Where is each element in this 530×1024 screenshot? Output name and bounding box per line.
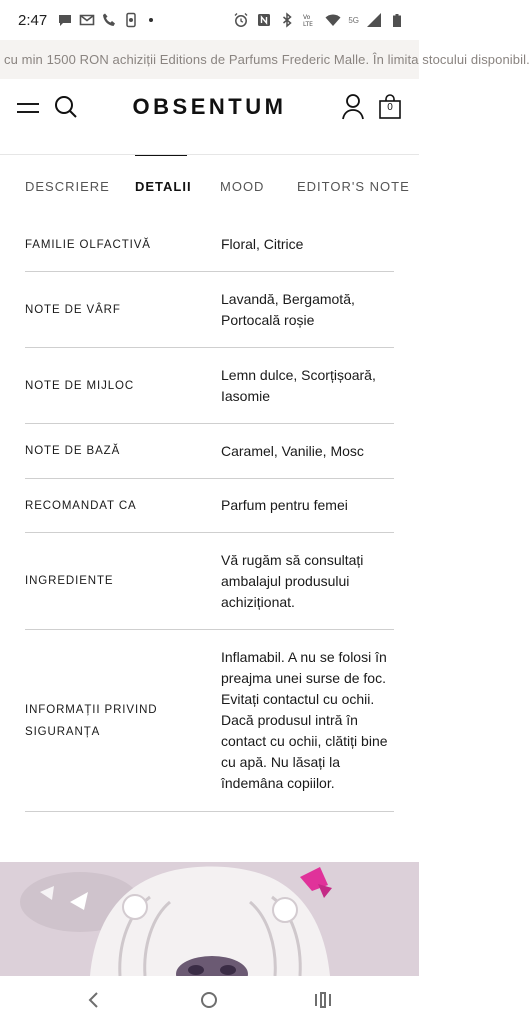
- details-value: Caramel, Vanilie, Mosc: [221, 442, 364, 459]
- network-type-label: 5G: [348, 15, 359, 25]
- bluetooth-icon: [279, 12, 295, 28]
- status-notification-icons: [57, 12, 153, 28]
- status-time: 2:47: [18, 11, 48, 29]
- status-system-icons: [233, 12, 405, 28]
- details-label: INFORMAȚII PRIVIND SIGURANȚA: [25, 703, 158, 738]
- details-label: RECOMANDAT CA: [25, 499, 137, 512]
- gmail-icon: [79, 12, 95, 28]
- device-sync-icon: [123, 12, 139, 28]
- details-label: NOTE DE VÂRF: [25, 303, 121, 316]
- details-row: [25, 533, 394, 630]
- details-row: [25, 424, 394, 479]
- tab-mood[interactable]: MOOD: [220, 179, 265, 194]
- hero-illustration: [0, 862, 419, 976]
- details-label: INGREDIENTE: [25, 575, 114, 587]
- active-tab-indicator: [135, 155, 187, 156]
- details-value: Lavandă, Bergamotă, Portocală roșie: [221, 290, 355, 328]
- svg-text:LTE: LTE: [303, 21, 314, 28]
- status-bar: [0, 0, 419, 40]
- product-details-table: [25, 218, 394, 812]
- site-logo[interactable]: OBSENTUM: [132, 94, 287, 119]
- promo-banner[interactable]: [0, 40, 530, 79]
- details-value: Lemn dulce, Scorțișoară, Iasomie: [221, 366, 376, 404]
- back-button[interactable]: [82, 988, 106, 1012]
- details-value: Parfum pentru femei: [221, 497, 348, 513]
- product-tabs: [0, 155, 419, 215]
- account-button[interactable]: [341, 93, 365, 121]
- details-row: [25, 218, 394, 272]
- details-row: [25, 479, 394, 533]
- battery-icon: [389, 12, 405, 28]
- phone-icon: [101, 12, 117, 28]
- wifi-icon: [325, 12, 341, 28]
- product-hero-image: [0, 862, 419, 976]
- cell-signal-icon: [366, 12, 382, 28]
- back-icon: [82, 988, 106, 1012]
- promo-text: cu min 1500 RON achiziții Editions de Parfums Frederic Malle. În limita stocului disponibil.: [4, 52, 530, 67]
- user-icon: [341, 93, 365, 121]
- nfc-icon: [256, 12, 272, 28]
- volte-icon: [302, 12, 318, 28]
- tab-detalii[interactable]: DETALII: [135, 179, 192, 194]
- details-row: [25, 272, 394, 348]
- shopping-bag-button[interactable]: [378, 94, 402, 120]
- recents-icon: [311, 988, 335, 1012]
- recents-button[interactable]: [311, 988, 335, 1012]
- alarm-icon: [233, 12, 249, 28]
- more-notifications-dot: [149, 18, 153, 22]
- home-button[interactable]: [197, 988, 221, 1012]
- svg-text:Vo: Vo: [303, 14, 311, 21]
- details-label: NOTE DE MIJLOC: [25, 379, 135, 392]
- details-label: NOTE DE BAZĂ: [25, 445, 121, 457]
- chat-bubble-icon: [57, 12, 73, 28]
- bag-count: 0: [387, 102, 393, 113]
- system-nav-bar: [0, 976, 419, 1024]
- details-value: Inflamabil. A nu se folosi în preajma unei surse de foc. Evitați contactul cu ochii. Dacă produsul intră în contact cu ochii, clătiți bine cu apă. Nu lăsați la îndemâna copiilor.: [221, 649, 388, 791]
- site-header: [0, 79, 419, 155]
- details-value: Vă rugăm să consultați ambalajul produsului achiziționat.: [221, 551, 364, 610]
- details-label: FAMILIE OLFACTIVĂ: [25, 238, 151, 251]
- details-value: Floral, Citrice: [221, 236, 304, 252]
- home-icon: [197, 988, 221, 1012]
- details-row: [25, 630, 394, 812]
- details-row: [25, 348, 394, 424]
- tab-editors-note[interactable]: EDITOR'S NOTE: [297, 179, 410, 194]
- tab-descriere[interactable]: DESCRIERE: [25, 179, 110, 194]
